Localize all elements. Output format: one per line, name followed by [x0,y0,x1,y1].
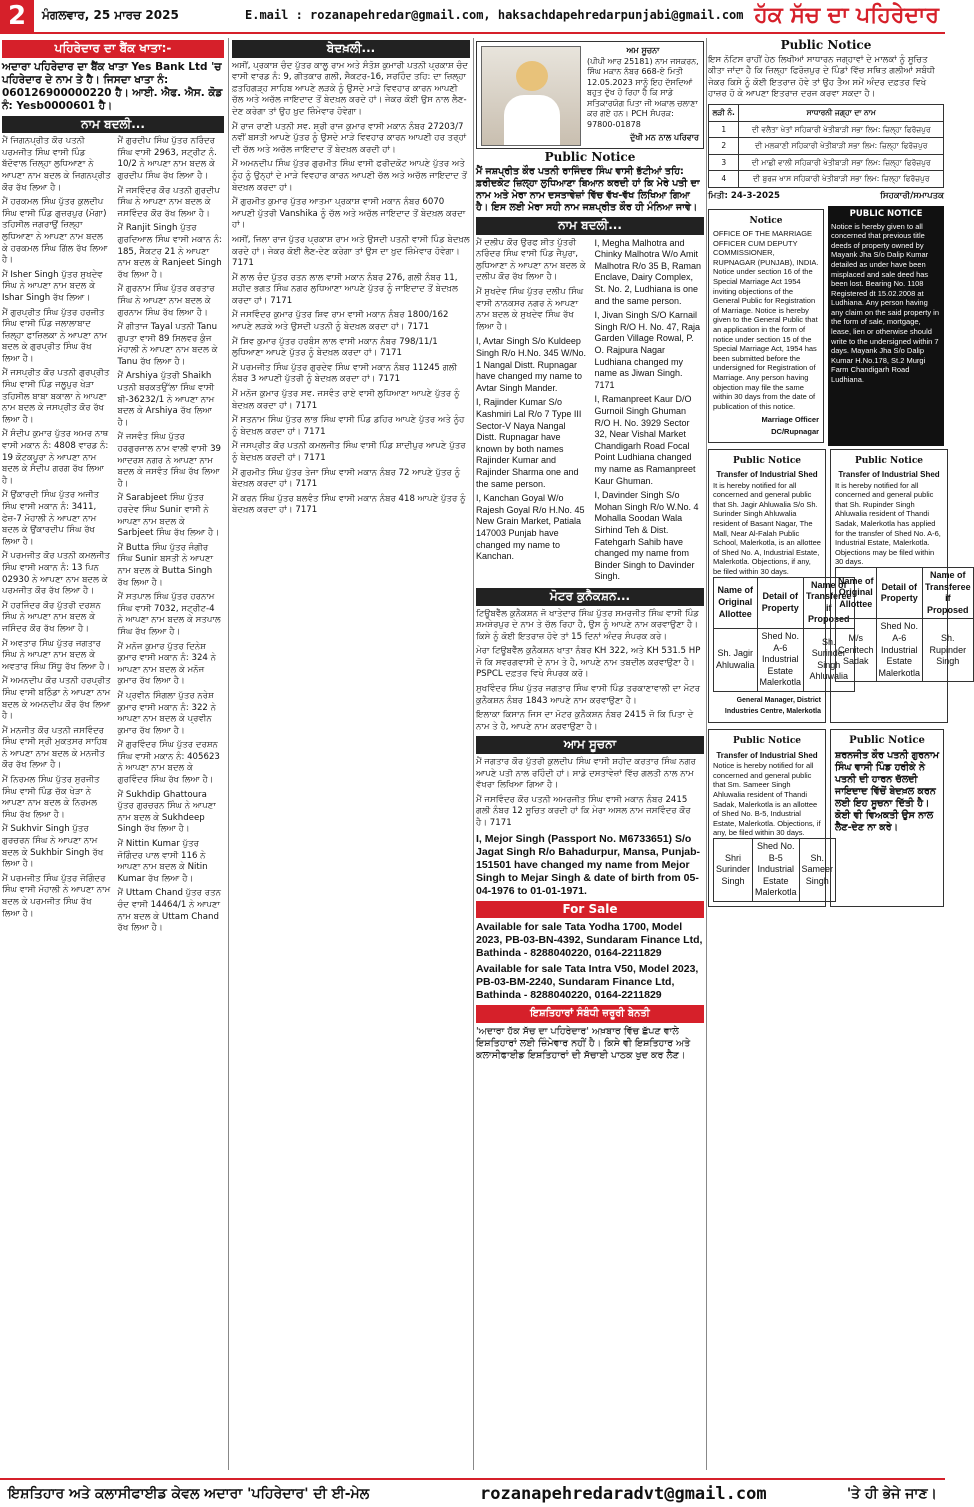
for-sale-title: For Sale [476,901,704,919]
table-cell: Sh. Surinder Singh Ahluwalia [804,628,855,691]
list-item: ਮੈਂ ਦਲੀਪ ਕੌਰ ਉਰਫ ਸ਼ੀਤ ਪੁੱਤਰੀ ਨਰਿੰਦਰ ਸਿੰਘ ਵਾਸੀ ਪਿੰਡ ਜੈਪੁਰਾ, ਲੁਧਿਆਣਾ ਨੇ ਆਪਣਾ ਨਾਮ ਬਦਲ ਕੇ ਦਲੀਪ ਕੌਰ ਰੱਖ ਲਿਆ ਹੈ। [476,237,586,283]
list-item: ਮੈਂ Nittin Kumar ਪੁੱਤਰ ਜੋਗਿੰਦਰ ਪਾਲ ਵਾਸੀ 116 ਨੇ ਆਪਣਾ ਨਾਮ ਬਦਲ ਕੇ Nitin Kumar ਰੱਖ ਲਿਆ ਹੈ। [117,839,208,884]
transfer-notice-title: Public Notice [732,736,802,747]
public-notice-title: Public Notice [544,149,636,164]
name-change-list-en [590,238,702,586]
public-notice-text: ਇਸ ਨੋਟਿਸ ਰਾਹੀਂ ਹੇਠ ਲਿਖੀਆਂ ਸਾਧਾਰਨ ਜਗ੍ਹਾਵਾਂ ਦੇ ਮਾਲਕਾਂ ਨੂੰ ਸੂਚਿਤ ਕੀਤਾ ਜਾਂਦਾ ਹੈ ਕਿ ਜ਼ਿਲ੍ਹਾ ਫਿਰੋਜ਼ਪੁਰ ਦੇ ਪਿੰਡਾਂ ਵਿੱਚ ਸਥਿਤ ਗਲੀਆਂ ਸਬੰਧੀ ਜੇਕਰ ਕਿਸੇ ਨੂੰ ਕੋਈ ਇਤਰਾਜ਼ ਹੋਵੇ ਤਾਂ ਉਹ ਤੈਅ ਸਮੇਂ ਅੰਦਰ ਦਫ਼ਤਰ ਵਿਖੇ ਹਾਜ਼ਰ ਹੋ ਕੇ ਆਪਣਾ ਇਤਰਾਜ਼ ਦਰਜ ਕਰਵਾ ਸਕਦਾ ਹੈ। [708,54,935,100]
list-item: ਮੈਂ ਮਨੋਜ ਕੁਮਾਰ ਪੁੱਤਰ ਸਵ. ਜਸਵੰਤ ਰਾਏ ਵਾਸੀ ਲੁਧਿਆਣਾ ਆਪਣੇ ਪੁੱਤਰ ਨੂੰ ਬੇਦਖ਼ਲ ਕਰਦਾ ਹਾਂ। 7171 [232,389,460,411]
list-item: ਮੈਂ ਪ੍ਰਵੀਨ ਸਿੰਗਲਾ ਪੁੱਤਰ ਨਰੇਸ਼ ਕੁਮਾਰ ਵਾਸੀ ਮਕਾਨ ਨੰ: 322 ਨੇ ਆਪਣਾ ਨਾਮ ਬਦਲ ਕੇ ਪ੍ਰਵੀਨ ਕੁਮਾਰ ਰੱਖ ਲਿਆ ਹੈ। [117,690,216,736]
table-cell: Sh. Rupinder Singh [923,619,974,682]
table-row [836,619,974,682]
sale-item: Available for sale Tata Yodha 1700, Model 2023, PB-03-BN-4392, Sundaram Finance Ltd, Bathinda - 8288040220, 0164-2211829 [476,921,703,960]
list-item: ਮੈਂ Sukhvir Singh ਪੁੱਤਰ ਗੁਰਚਰਨ ਸਿੰਘ ਨੇ ਆਪਣਾ ਨਾਮ ਬਦਲ ਕੇ Sukhbir Singh ਰੱਖ ਲਿਆ ਹੈ। [2,824,104,870]
list-item: ਮੈਂ ਗੁਰਪ੍ਰੀਤ ਸਿੰਘ ਪੁੱਤਰ ਹਰਜੀਤ ਸਿੰਘ ਵਾਸੀ ਪਿੰਡ ਜਲਾਲਾਬਾਦ ਜ਼ਿਲ੍ਹਾ ਫਾਜ਼ਿਲਕਾ ਨੇ ਆਪਣਾ ਨਾਮ ਬਦਲ ਕੇ ਗੁਰਪ੍ਰੀਤ ਸਿੰਘ ਰੱਖ ਲਿਆ ਹੈ। [2,307,108,364]
column-divider [473,38,474,1470]
list-item: ਮੈਂ ਗੁਰਮੀਤ ਸਿੰਘ ਪੁੱਤਰ ਤੇਜਾ ਸਿੰਘ ਵਾਸੀ ਮਕਾਨ ਨੰਬਰ 72 ਆਪਣੇ ਪੁੱਤਰ ਨੂੰ ਬੇਦਖ਼ਲ ਕਰਦਾ ਹਾਂ। 7171 [232,467,461,490]
list-item: ਮੈਂ ਸਤਨਾਮ ਸਿੰਘ ਪੁੱਤਰ ਲਾਭ ਸਿੰਘ ਵਾਸੀ ਪਿੰਡ ਡਹਿਰ ਆਪਣੇ ਪੁੱਤਰ ਅਤੇ ਨੂੰਹ ਨੂੰ ਬੇਦਖ਼ਲ ਕਰਦਾ ਹਾਂ। 7171 [232,415,465,437]
transfer-notices-row-2 [708,726,944,910]
name-change-list-pa [476,238,588,566]
list-item: ਮੈਂ ਪਰਮਜੀਤ ਸਿੰਘ ਪੁੱਤਰ ਜੋਗਿੰਦਰ ਸਿੰਘ ਵਾਸੀ ਮੋਹਾਲੀ ਨੇ ਆਪਣਾ ਨਾਮ ਬਦਲ ਕੇ ਪਰਮਜੀਤ ਸਿੰਘ ਰੱਖ ਲਿਆ ਹੈ। [2,873,111,919]
list-item: ਸੁਖਵਿੰਦਰ ਸਿੰਘ ਪੁੱਤਰ ਜਗਤਾਰ ਸਿੰਘ ਵਾਸੀ ਪਿੰਡ ਤਰਕਾਣਾਵਾਲੀ ਦਾ ਮੋਟਰ ਕੁਨੈਕਸ਼ਨ ਨੰਬਰ 1843 ਆਪਣੇ ਨਾਮ ਕਰਵਾਉਣਾ ਹੈ। [476,684,701,706]
list-item: ਮੈਂ ਜਗਤਾਰ ਕੌਰ ਪੁੱਤਰੀ ਕੁਲਦੀਪ ਸਿੰਘ ਵਾਸੀ ਸ਼ਹੀਦ ਕਰਤਾਰ ਸਿੰਘ ਨਗਰ ਆਪਣੇ ਪਤੀ ਨਾਲ ਰਹਿੰਦੀ ਹਾਂ। ਸਾਡੇ ਦਸਤਾਵੇਜ਼ਾਂ ਵਿੱਚ ਗਲਤੀ ਨਾਲ ਨਾਮ ਵੱਖਰਾ ਲਿਖਿਆ ਗਿਆ ਹੈ। [476,757,696,791]
table-header-row [836,567,974,618]
table-header: Name of Transferee if Proposed [923,567,974,618]
name-change-list-right [114,136,223,938]
list-item: ਮੈਂ ਜਸਵਿੰਦਰ ਕੌਰ ਪਤਨੀ ਅਮਰਜੀਤ ਸਿੰਘ ਵਾਸੀ ਮਕਾਨ ਨੰਬਰ 2415 ਗਲੀ ਨੰਬਰ 12 ਸੂਚਿਤ ਕਰਦੀ ਹਾਂ ਕਿ ਮੇਰਾ ਅਸਲ ਨਾਮ ਜਸਵਿੰਦਰ ਕੌਰ ਹੈ। 7171 [476,794,691,828]
marriage-notice-text: OFFICE OF THE MARRIAGE OFFICER CUM DEPUTY COMMISSIONER, RUPNAGAR (PUNJAB), INDIA. Notice under section 16 of the Special Marriage Act 1954 inviting objections of the General Public for Registration of Marriage. Notice is hereby given to the General Public that an application in the form of notice under section 15 of the Special Marriage Act, 1954 has been submitted before the undersigned for Registration of Marriage. Any person having objection may file the same within 30 days from the date of publication of this notice. [713,229,819,411]
table-cell: Sh. Jagir Ahluwalia [714,628,758,691]
black-public-notice [828,206,944,446]
general-notice-title: ਆਮ ਸੂਚਨਾ [476,736,704,754]
list-item: ਮੈਂ ਪਰਮਜੀਤ ਕੌਰ ਪਤਨੀ ਕਮਲਜੀਤ ਸਿੰਘ ਵਾਸੀ ਮਕਾਨ ਨੰ: 13 ਪਿਨ 02930 ਨੇ ਆਪਣਾ ਨਾਮ ਬਦਲ ਕੇ ਪਰਮਜੀਤ ਕੌਰ ਰੱਖ ਲਿਆ ਹੈ। [2,551,111,597]
list-item: ਮੈਂ ਜਿਗਨਪ੍ਰੀਤ ਕੌਰ ਪਤਨੀ ਪਰਮਜੀਤ ਸਿੰਘ ਵਾਸੀ ਪਿੰਡ ਬੱਦੋਵਾਲ ਜ਼ਿਲ੍ਹਾ ਲੁਧਿਆਣਾ ਨੇ ਆਪਣਾ ਨਾਮ ਬਦਲ ਕੇ ਜਿਗਨਪ੍ਰੀਤ ਕੌਰ ਰੱਖ ਲਿਆ ਹੈ। [2,136,111,193]
list-item: ਮੈਂ ਮਨੋਜ ਕੁਮਾਰ ਪੁੱਤਰ ਦਿਨੇਸ਼ ਕੁਮਾਰ ਵਾਸੀ ਮਕਾਨ ਨੰ: 324 ਨੇ ਆਪਣਾ ਨਾਮ ਬਦਲ ਕੇ ਮਨੋਜ ਕੁਮਾਰ ਰੱਖ ਲਿਆ ਹੈ। [117,641,216,687]
table-row [709,154,944,171]
issue-date: ਮੰਗਲਵਾਰ, 25 ਮਾਰਚ 2025 [42,8,179,22]
footer-suffix: 'ਤੇ ਹੀ ਭੇਜੇ ਜਾਣ। [846,1486,937,1502]
list-item: ਮੈਂ ਜਸਵਿੰਦਰ ਕੌਰ ਪਤਨੀ ਗੁਰਦੀਪ ਸਿੰਘ ਨੇ ਆਪਣਾ ਨਾਮ ਬਦਲ ਕੇ ਜਸਵਿੰਦਰ ਕੌਰ ਰੱਖ ਲਿਆ ਹੈ। [117,185,220,219]
transfer-notice-subtitle: Transfer of Industrial Shed [716,750,818,760]
marriage-notice-signature: Marriage Officer DC/Rupnagar [761,415,820,436]
list-item: ਮੈਂ ਗੁਰਨਾਮ ਸਿੰਘ ਪੁੱਤਰ ਕਰਤਾਰ ਸਿੰਘ ਨੇ ਆਪਣਾ ਨਾਮ ਬਦਲ ਕੇ ਗੁਰਨਾਮ ਸਿੰਘ ਰੱਖ ਲਿਆ ਹੈ। [117,284,215,318]
footer-text: ਇਸ਼ਤਿਹਾਰ ਅਤੇ ਕਲਾਸੀਫਾਈਡ ਕੇਵਲ ਅਦਾਰਾ 'ਪਹਿਰੇਦਾਰ' ਦੀ ਈ-ਮੇਲ [8,1486,370,1502]
list-item: ਮੈਂ ਕਰਨ ਸਿੰਘ ਪੁੱਤਰ ਬਲਵੰਤ ਸਿੰਘ ਵਾਸੀ ਮਕਾਨ ਨੰਬਰ 418 ਆਪਣੇ ਪੁੱਤਰ ਨੂੰ ਬੇਦਖ਼ਲ ਕਰਦਾ ਹਾਂ। 7171 [232,493,466,516]
transfer-notices-row [708,446,971,727]
list-item: ਮੈਂ ਗੁਰਮੀਤ ਕੁਮਾਰ ਪੁੱਤਰ ਆਤਮਾ ਪ੍ਰਕਾਸ਼ ਵਾਸੀ ਮਕਾਨ ਨੰਬਰ 6070 ਆਪਣੀ ਪੁੱਤਰੀ Vanshika ਨੂੰ ਚੱਲ ਅਤੇ ਅਚੱਲ ਜਾਇਦਾਦ ਤੋਂ ਬੇਦਖ਼ਲ ਕਰਦਾ ਹਾਂ। [232,197,466,231]
list-item: ਮੈਂ Butta ਸਿੰਘ ਪੁੱਤਰ ਜੰਗੀਰ ਸਿੰਘ Sunir ਬਸਤੀ ਨੇ ਆਪਣਾ ਨਾਮ ਬਦਲ ਕੇ Butta Singh ਰੱਖ ਲਿਆ ਹੈ। [117,542,214,588]
column-public-notices [708,38,971,1470]
list-item: ਅਸੀਂ, ਜਿਲਾ ਰਾਜ ਪੁੱਤਰ ਪ੍ਰਕਾਸ਼ ਰਾਮ ਅਤੇ ਉਸਦੀ ਪਤਨੀ ਵਾਸੀ ਪਿੰਡ ਬੇਦਖ਼ਲ ਕਰਦੇ ਹਾਂ। ਜੇਕਰ ਕੋਈ ਲੈਣ-ਦੇਣ ਕਰੇਗਾ ਤਾਂ ਉਸ ਦਾ ਖ਼ੁਦ ਜ਼ਿੰਮੇਵਾਰ ਹੋਵੇਗਾ। 7171 [232,234,470,269]
list-item: ਮੈਂ ਗੁਰਦੀਪ ਸਿੰਘ ਪੁੱਤਰ ਨਰਿੰਦਰ ਸਿੰਘ ਵਾਸੀ 2963, ਸਟ੍ਰੀਟ ਨੰ. 10/2 ਨੇ ਆਪਣਾ ਨਾਮ ਬਦਲ ਕੇ ਗੁਰਦੀਪ ਸਿੰਘ ਰੱਖ ਲਿਆ ਹੈ। [117,136,217,181]
obituary-notice [476,41,704,149]
public-notice-footer [708,191,944,203]
list-item: ਮੈਂ ਮਨਜੀਤ ਕੌਰ ਪਤਨੀ ਜਸਵਿੰਦਰ ਸਿੰਘ ਵਾਸੀ ਸ੍ਰੀ ਮੁਕਤਸਰ ਸਾਹਿਬ ਨੇ ਆਪਣਾ ਨਾਮ ਬਦਲ ਕੇ ਮਨਜੀਤ ਕੌਰ ਰੱਖ ਲਿਆ ਹੈ। [2,725,108,771]
column-divider [706,38,707,1470]
list-item: I, Megha Malhotra and Chinky Malhotra W/o Amit Malhotra R/o 35 B, Raman Enclave, Dairy Complex, St. No. 2, Ludhiana is one and the same person. [594,237,702,306]
transfer-notice [708,449,852,724]
list-item: ਮੈਂ ਸ਼ਿਵ ਕੁਮਾਰ ਪੁੱਤਰ ਹਰਬੰਸ ਲਾਲ ਵਾਸੀ ਮਕਾਨ ਨੰਬਰ 798/11/1 ਲੁਧਿਆਣਾ ਆਪਣੇ ਪੁੱਤਰ ਨੂੰ ਬੇਦਖ਼ਲ ਕਰਦਾ ਹਾਂ। 7171 [232,336,438,359]
table-cell: ਦੀ ਮਲਕਾਣੀ ਸਹਿਕਾਰੀ ਖੇਤੀਬਾੜੀ ਸਭਾ ਲਿਮ: ਜ਼ਿਲ੍ਹਾ ਫਿਰੋਜ਼ਪੁਰ [739,138,944,155]
table-cell: 1 [709,121,739,138]
list-item: I, Rajinder Kumar S/o Kashmiri Lal R/o 7 Type III Sector-V Naya Nangal Distt. Rupnagar have known by both names Rajinder Kumar and Rajinder Sharma one and the same person. [476,397,582,489]
punjabi-public-notice [830,729,944,907]
list-item: ਮੈਂ ਜਸਵਿੰਦਰ ਕੁਮਾਰ ਪੁੱਤਰ ਸ਼ਿਵ ਰਾਮ ਵਾਸੀ ਮਕਾਨ ਨੰਬਰ 1800/162 ਆਪਣੇ ਲੜਕੇ ਅਤੇ ਉਸਦੀ ਪਤਨੀ ਨੂੰ ਬੇਦਖ਼ਲ ਕਰਦਾ ਹਾਂ। 7171 [232,310,449,333]
table-header: ਸਾਧਾਰਨੀ ਜਗ੍ਹਾ ਦਾ ਨਾਮ [739,104,944,121]
transfer-notice-title: Public Notice [854,455,924,466]
table-row [709,121,944,138]
list-item: ਮੇਰਾ ਟਿਊਬਵੈੱਲ ਕੁਨੈਕਸ਼ਨ ਖਾਤਾ ਨੰਬਰ KH 322, ਅਤੇ KH 531.5 HP ਜੋ ਕਿ ਸਵਰਗਵਾਸੀ ਦੇ ਨਾਮ ਤੇ ਹੈ, ਆਪਣੇ ਨਾਮ ਤਬਦੀਲ ਕਰਵਾਉਣਾ ਹੈ। PSPCL ਦਫ਼ਤਰ ਵਿਖੇ ਸੰਪਰਕ ਕਰੋ। [476,646,701,680]
table-cell: Shed No. A-6 Industrial Estate Malerkotla [876,619,923,682]
list-item: ਟਿਊਬਵੈੱਲ ਕੁਨੈਕਸ਼ਨ ਜੋ ਖਾਤੇਦਾਰ ਸਿੰਘ ਪੁੱਤਰ ਸਮਰਜੀਤ ਸਿੰਘ ਵਾਸੀ ਪਿੰਡ ਸ਼ਮਸ਼ੇਰਪੁਰ ਦੇ ਨਾਮ ਤੇ ਚੱਲ ਰਿਹਾ ਹੈ, ਉਸ ਨੂੰ ਆਪਣੇ ਨਾਮ ਕਰਵਾਉਣਾ ਹੈ। ਕਿਸੇ ਨੂੰ ਕੋਈ ਇਤਰਾਜ਼ ਹੋਵੇ ਤਾਂ 15 ਦਿਨਾਂ ਅੰਦਰ ਸੰਪਰਕ ਕਰੇ। [476,608,699,642]
ad-disclaimer-text: 'ਅਦਾਰਾ ਹੱਕ ਸੱਚ ਦਾ ਪਹਿਰੇਦਾਰ' ਅਖ਼ਬਾਰ ਵਿੱਚ ਛੱਪਣ ਵਾਲੇ ਇਸ਼ਤਿਹਾਰਾਂ ਲਈ ਜ਼ਿੰਮੇਵਾਰ ਨਹੀਂ ਹੈ। ਕਿਸੇ ਵੀ ਇਸ਼ਤਿਹਾਰ ਅਤੇ ਕਲਾਸੀਫਾਈਡ ਇਸ਼ਤਿਹਾਰਾਂ ਦੀ ਸੱਚਾਈ ਪਾਠਕ ਖੁਦ ਕਰ ਲੈਣ। [476,1025,691,1061]
page-number: 2 [0,0,34,32]
motor-connection-title: ਮੋਟਰ ਕੁਨੈਕਸ਼ਨ... [476,588,704,606]
public-notice-table [708,104,944,188]
masthead-logo: ਹੱਕ ਸੱਚ ਦਾ ਪਹਿਰੇਦਾਰ [754,2,939,28]
list-item: ਮੈਂ ਉਂਕਾਰਦੀ ਸਿੰਘ ਪੁੱਤਰ ਅਜੀਤ ਸਿੰਘ ਵਾਸੀ ਮਕਾਨ ਨੰ: 3411, ਫੇਜ਼-7 ਮੋਹਾਲੀ ਨੇ ਆਪਣਾ ਨਾਮ ਬਦਲ ਕੇ ਉਂਕਾਰਦੀਪ ਸਿੰਘ ਰੱਖ ਲਿਆ ਹੈ। [2,490,100,547]
transfer-notice-subtitle: Transfer of Industrial Shed [838,470,940,479]
footer-email[interactable]: rozanapehredaradvt@gmail.com [480,1484,767,1504]
marriage-notice-title: Notice [749,215,783,226]
table-cell: Shri Surinder Singh [714,838,753,901]
table-header-row [709,104,944,121]
table-header: Name of Original Allottee [714,577,758,628]
column-notices [476,38,704,1470]
list-item: I, Avtar Singh S/o Kuldeep Singh R/o H.No. 345 W/No. 1 Nangal Distt. Rupnagar have changed my name to Avtar Singh Mander. [476,336,587,393]
table-row [714,838,836,901]
list-item: ਮੈਂ Ranjit Singh ਪੁੱਤਰ ਗੁਰਦਿਆਲ ਸਿੰਘ ਵਾਸੀ ਮਕਾਨ ਨੰ: 185, ਸੈਕਟਰ 21 ਨੇ ਆਪਣਾ ਨਾਮ ਬਦਲ ਕੇ Ranjeet Singh ਰੱਖ ਲਿਆ ਹੈ। [117,223,222,280]
list-item: ਮੈਂ ਗੀਤਾਜ Tayal ਪਤਨੀ Tanu ਗੁਪਤਾ ਵਾਸੀ 89 ਸਿਲਵਰ ਕੁੰਜ ਮੋਹਾਲੀ ਨੇ ਆਪਣਾ ਨਾਮ ਬਦਲ ਕੇ Tanu ਰੱਖ ਲਿਆ ਹੈ। [117,322,218,367]
list-item: ਮੈਂ ਸਤਪਾਲ ਸਿੰਘ ਪੁੱਤਰ ਹਰਨਾਮ ਸਿੰਘ ਵਾਸੀ 7032, ਸਟ੍ਰੀਟ-4 ਨੇ ਆਪਣਾ ਨਾਮ ਬਦਲ ਕੇ ਸਤਪਾਲ ਸਿੰਘ ਰੱਖ ਲਿਆ ਹੈ। [117,592,221,637]
header-email[interactable]: E.mail : rozanapehredar@gmail.com, haksachdapehredarpunjabi@gmail.com [245,8,744,22]
column-divider [228,38,229,1470]
list-item: I, Mejor Singh (Passport No. M6733651) S/o Jagat Singh R/o Bahadurpur, Mansa, Punjab-151501 have changed my name from Mejor Singh to Mejar Singh & date of birth from 05-04-1976 to 01-01-1971. [476,832,701,897]
public-notice-title: Public Notice [780,38,872,52]
transfer-notice-signature: General Manager, District Industries Centre, Malerkotla [724,696,821,716]
list-item: ਮੈਂ ਸੰਦੀਪ ਕੁਮਾਰ ਪੁੱਤਰ ਅਮਰ ਨਾਥ ਵਾਸੀ ਮਕਾਨ ਨੰ: 4808 ਵਾਰਡ ਨੰ: 19 ਕੋਟਕਪੂਰਾ ਨੇ ਆਪਣਾ ਨਾਮ ਬਦਲ ਕੇ ਸੰਦੀਪ ਗਰਗ ਰੱਖ ਲਿਆ ਹੈ। [2,429,109,486]
name-change-title: ਨਾਮ ਬਦਲੀ... [2,116,224,134]
name-change-list-left [2,136,111,923]
list-item: I, Kanchan Goyal W/o Rajesh Goyal R/o H.No. 45 New Grain Market, Patiala 147003 Punjab have changed my name to Kanchan. [476,493,585,562]
list-item: ਮੈਂ ਹਰਕਮਲ ਸਿੰਘ ਪੁੱਤਰ ਕੁਲਦੀਪ ਸਿੰਘ ਵਾਸੀ ਪਿੰਡ ਗੁਜ਼ਰਪੁਰ (ਮੋਗਾ) ਤਹਿਸੀਲ ਜਗਰਾਉਂ ਜ਼ਿਲ੍ਹਾ ਲੁਧਿਆਣਾ ਨੇ ਆਪਣਾ ਨਾਮ ਬਦਲ ਕੇ ਹਰਕਮਲ ਸਿੰਘ ਗਿੱਲ ਰੱਖ ਲਿਆ ਹੈ। [2,197,108,266]
table-header: Detail of Property [757,577,804,628]
column-disinheritance [232,38,470,1470]
transfer-notice-title: Public Notice [732,455,802,466]
table-cell: 4 [709,171,739,188]
table-cell: ਦੀ ਵਲੈਤਾ ਖੇਤਾਂ ਸਹਿਕਾਰੀ ਖੇਤੀਬਾੜੀ ਸਭਾ ਲਿਮ: ਜ਼ਿਲ੍ਹਾ ਫਿਰੋਜ਼ਪੁਰ [739,121,944,138]
obituary-heading: ਅਮ ਸੂਚਨਾ [626,46,660,55]
list-item: ਮੈਂ ਅਮਨਦੀਪ ਸਿੰਘ ਪੁੱਤਰ ਗੁਰਮੀਤ ਸਿੰਘ ਵਾਸੀ ਫਰੀਦਕੋਟ ਆਪਣੇ ਪੁੱਤਰ ਅਤੇ ਨੂੰਹ ਨੂੰ ਉਨ੍ਹਾਂ ਦੇ ਮਾੜੇ ਵਿਵਹਾਰ ਕਾਰਨ ਆਪਣੀ ਚੱਲ ਅਤੇ ਅਚੱਲ ਜਾਇਦਾਦ ਤੋਂ ਬੇਦਖ਼ਲ ਕਰਦਾ ਹਾਂ। [232,159,467,193]
list-item: ਮੈਂ Arshiya ਪੁੱਤਰੀ Shaikh ਪਤਨੀ ਬਰਕਤਉੱਲਾ ਸਿੰਘ ਵਾਸੀ ਬੀ-36232/1 ਨੇ ਆਪਣਾ ਨਾਮ ਬਦਲ ਕੇ Arshiya ਰੱਖ ਲਿਆ ਹੈ। [117,371,215,428]
name-change-title-2: ਨਾਮ ਬਦਲੀ... [476,217,704,235]
list-item: ਅਸੀਂ, ਪ੍ਰਕਾਸ਼ ਚੰਦ ਪੁੱਤਰ ਕਾਲੂ ਰਾਮ ਅਤੇ ਸੰਤੋਸ਼ ਕੁਮਾਰੀ ਪਤਨੀ ਪ੍ਰਕਾਸ਼ ਚੰਦ ਵਾਸੀ ਵਾਰਡ ਨੰ: 9, ਗੀਤਕਾਰ ਗਲੀ, ਸੈਕਟਰ-16, ਸਰਹਿੰਦ ਤਹਿ: ਦਾ ਜ਼ਿਲ੍ਹਾ ਫ਼ਤਹਿਗੜ੍ਹ ਸਾਹਿਬ ਆਪਣੇ ਲੜਕੇ ਨੂੰ ਉਸਦੇ ਮਾੜੇ ਵਿਵਹਾਰ ਕਾਰਨ ਆਪਣੀ ਚੱਲ ਅਤੇ ਅਚੱਲ ਜਾਇਦਾਦ ਤੋਂ ਬੇਦਖ਼ਲ ਕਰਦੇ ਹਾਂ। ਜੇਕਰ ਕੋਈ ਉਸ ਨਾਲ ਲੈਣ-ਦੇਣ ਕਰੇਗਾ ਤਾਂ ਉਹ ਖ਼ੁਦ ਜ਼ਿੰਮੇਵਾਰ ਹੋਵੇਗਾ। [232,60,468,117]
list-item: ਮੈਂ ਅਮਨਦੀਪ ਕੌਰ ਪਤਨੀ ਹਰਪ੍ਰੀਤ ਸਿੰਘ ਵਾਸੀ ਬਠਿੰਡਾ ਨੇ ਆਪਣਾ ਨਾਮ ਬਦਲ ਕੇ ਅਮਨਦੀਪ ਕੌਰ ਰੱਖ ਲਿਆ ਹੈ। [2,676,111,722]
table-header: ਲੜੀ ਨੰ. [709,104,739,121]
list-item: ਮੈਂ Isher Singh ਪੁੱਤਰ ਸੁਖਦੇਵ ਸਿੰਘ ਨੇ ਆਪਣਾ ਨਾਮ ਬਦਲ ਕੇ Ishar Singh ਰੱਖ ਲਿਆ। [2,269,103,303]
transfer-notice [830,449,971,724]
notice-signature: ਸਿਹਕਾਰੀ/ਸਮਾਪਤਕ [880,190,944,201]
transfer-notice-subtitle: Transfer of Industrial Shed [716,470,818,479]
list-item: I, Jivan Singh S/O Karnail Singh R/O H. No. 47, Raja Garden Village Rowal, P. O. Rajpura Nagar Ludhiana changed my name as Jiwan Singh. 7171 [594,310,701,390]
disinheritance-title: ਬੇਦਖ਼ਲੀ... [232,40,470,58]
page-header [0,0,945,34]
table-cell: M/s Cenitech Sadak [836,619,877,682]
table-cell: Sh. Sameer Singh [799,838,836,901]
list-item: ਮੈਂ ਜਸਪ੍ਰੀਤ ਕੌਰ ਪਤਨੀ ਕਮਲਜੀਤ ਸਿੰਘ ਵਾਸੀ ਪਿੰਡ ਸ਼ਾਦੀਪੁਰ ਆਪਣੇ ਪੁੱਤਰ ਨੂੰ ਬੇਦਖ਼ਲ ਕਰਦੀ ਹਾਂ। 7171 [232,441,466,463]
ad-disclaimer-title: ਇਸ਼ਤਿਹਾਰਾਂ ਸੰਬੰਧੀ ਜ਼ਰੂਰੀ ਬੇਨਤੀ [476,1005,704,1023]
page-footer [0,1478,945,1507]
table-row [709,138,944,155]
table-header: Name of Transferee if Proposed [804,577,855,628]
list-item: ਮੈਂ ਰਾਜ ਰਾਣੀ ਪਤਨੀ ਸਵ. ਸ਼੍ਰੀ ਰਾਜ ਕੁਮਾਰ ਵਾਸੀ ਮਕਾਨ ਨੰਬਰ 27203/7 ਨਵੀਂ ਬਸਤੀ ਆਪਣੇ ਪੁੱਤਰ ਨੂੰ ਉਸਦੇ ਮਾੜੇ ਵਿਵਹਾਰ ਕਾਰਨ ਆਪਣੀ ਹਰ ਤਰ੍ਹਾਂ ਦੀ ਚੱਲ ਅਤੇ ਅਚੱਲ ਜਾਇਦਾਦ ਤੋਂ ਬੇਦਖ਼ਲ ਕਰਦੀ ਹਾਂ। [232,121,467,155]
list-item: I, Davinder Singh S/o Mohan Singh R/o W.No. 4 Mohalla Soodan Wala Sirhind Teh & Dist. Fatehgarh Sahib have changed my name from Binder Singh to Davinder Singh. [594,490,699,582]
list-item: ਮੈਂ ਜਸਵੰਤ ਸਿੰਘ ਪੁੱਤਰ ਹਰਗੁਰਜਾਲ ਨਾਮ ਵਾਲੀ ਵਾਸੀ 39 ਆਦਰਸ਼ ਨਗਰ ਨੇ ਆਪਣਾ ਨਾਮ ਬਦਲ ਕੇ ਜਸਵੰਤ ਸਿੰਘ ਰੱਖ ਲਿਆ ਹੈ। [117,432,222,489]
transfer-notice-text: It is hereby notified for all concerned and general public that Sh. Rupinder Singh Ahluwalia resident of Thandi Sadak, Malerkotla has applied for the transfer of Shed No. A-6, Industrial Estate, Malerkotla. Objections may be filed within 30 days. [835,480,941,567]
list-item: ਮੈਂ ਅਵਤਾਰ ਸਿੰਘ ਪੁੱਤਰ ਜਗਤਾਰ ਸਿੰਘ ਨੇ ਆਪਣਾ ਨਾਮ ਬਦਲ ਕੇ ਅਵਤਾਰ ਸਿੰਘ ਸਿੱਧੂ ਰੱਖ ਲਿਆ ਹੈ। [2,638,111,672]
table-cell: ਦੀ ਮਾਛੀ ਵਾਲੀ ਸਹਿਕਾਰੀ ਖੇਤੀਬਾੜੀ ਸਭਾ ਲਿਮ: ਜ਼ਿਲ੍ਹਾ ਫਿਰੋਜ਼ਪੁਰ [739,154,944,171]
black-notice-title: PUBLIC NOTICE [849,208,923,219]
transfer-notice-text: It is hereby notified for all concerned and general public that Sh. Jagir Ahluwalia S/o Sh. Surinder Singh Ahluwalia resident of Basant Nagar, The Mall, Near Al-Falah Public School, Malerkotla, is an allottee of Shed No. A, Industrial Estate, Malerkotla. Objections, if any, be filed within 30 days. [713,480,821,576]
list-item: ਮੈਂ ਪਰਮਜੀਤ ਸਿੰਘ ਪੁੱਤਰ ਗੁਰਦੇਵ ਸਿੰਘ ਵਾਸੀ ਮਕਾਨ ਨੰਬਰ 11245 ਗਲੀ ਨੰਬਰ 3 ਆਪਣੀ ਪੁੱਤਰੀ ਨੂੰ ਬੇਦਖ਼ਲ ਕਰਦਾ ਹਾਂ। 7171 [232,362,457,385]
punjabi-notice-title: Public Notice [849,735,925,747]
list-item: ਮੈਂ ਜਸਪ੍ਰੀਤ ਕੌਰ ਪਤਨੀ ਗੁਰਪ੍ਰੀਤ ਸਿੰਘ ਵਾਸੀ ਪਿੰਡ ਜਲੂਪੁਰ ਖੇੜਾ ਤਹਿਸੀਲ ਬਾਬਾ ਬਕਾਲਾ ਨੇ ਆਪਣਾ ਨਾਮ ਬਦਲ ਕੇ ਜਸਪ੍ਰੀਤ ਕੌਰ ਰੱਖ ਲਿਆ ਹੈ। [2,368,110,425]
transfer-notice [708,729,834,907]
table-cell: Shed No. B-5 Industrial Estate Malerkotla [753,838,800,901]
notices-row [708,206,944,446]
marriage-notice [708,209,824,443]
portrait-photo [481,46,581,146]
sale-item: Available for sale Tata Intra V50, Model 2023, PB-03-BM-2240, Sundaram Finance Ltd, Bathinda - 8288040220, 0164-2211829 [476,963,699,1002]
black-notice-text: Notice is hereby given to all concerned that previous title deeds of property owned by Mayank Jha S/o Dalip Kumar detailed as under have been misplaced and sale deed has been lost. Bearing No. 1108 Registered dt 15.02.2008 at Ludhiana. Any person having any claim on the said property in the form of sale, mortgage, lease, lien or otherwise should write to the undersigned within 7 days. Mayank Jha S/o Dalip Kumar H.No.178, St.2 Murgi Farm Chandigarh Road Ludhiana. [831,221,940,385]
table-cell: Shed No. A-6 Industrial Estate Malerkotla [757,628,804,691]
table-row [709,171,944,188]
notice-date: ਮਿਤੀ: 24-3-2025 [708,190,780,201]
table-header: Name of Original Allottee [836,567,877,618]
list-item: ਮੈਂ Sarabjeet ਸਿੰਘ ਪੁੱਤਰ ਹਰਦੇਵ ਸਿੰਘ Sunir ਵਾਸੀ ਨੇ ਆਪਣਾ ਨਾਮ ਬਦਲ ਕੇ Sarbjeet ਸਿੰਘ ਰੱਖ ਲਿਆ ਹੈ। [117,493,220,539]
list-item: I, Ramanpreet Kaur D/O Gurnoil Singh Ghuman R/O H. No. 3929 Sector 32, Near Vishal Market Chandigarh Road Focal Point Ludhiana changed my name as Ramanpreet Kaur Ghuman. [594,394,696,486]
public-notice-text: ਮੈਂ ਜਸ਼ਪ੍ਰੀਤ ਕੌਰ ਪਤਨੀ ਰਾਜਿੰਦਰ ਸਿੰਘ ਵਾਸੀ ਭੱਟੀਆਂ ਤਹਿ: ਫ਼ਰੀਦਕੋਟ ਜ਼ਿਲ੍ਹਾ ਲੁਧਿਆਣਾ ਬਿਆਨ ਕਰਦੀ ਹਾਂ ਕਿ ਮੇਰੇ ਪਤੀ ਦਾ ਨਾਮ ਅਤੇ ਮੇਰਾ ਨਾਮ ਦਸਤਾਵੇਜ਼ਾਂ ਵਿੱਚ ਵੱਖ-ਵੱਖ ਲਿਖਿਆ ਗਿਆ ਹੈ। ਇਸ ਲਈ ਮੇਰਾ ਸਹੀ ਨਾਮ ਜਸ਼ਪ੍ਰੀਤ ਕੌਰ ਹੀ ਮੰਨਿਆ ਜਾਵੇ। [476,166,700,214]
table-cell: 3 [709,154,739,171]
list-item: ਮੈਂ ਹਰਜਿੰਦਰ ਕੌਰ ਪੁੱਤਰੀ ਦਰਸ਼ਨ ਸਿੰਘ ਨੇ ਆਪਣਾ ਨਾਮ ਬਦਲ ਕੇ ਜਸਿੰਦਰ ਕੌਰ ਰੱਖ ਲਿਆ ਹੈ। [2,600,101,634]
punjabi-notice-text: ਸ਼ਰਨਜੀਤ ਕੌਰ ਪਤਨੀ ਗੁਰਨਾਮ ਸਿੰਘ ਵਾਸੀ ਪਿੰਡ ਹਰੀਕੇ ਨੇ ਪਤਨੀ ਦੀ ਹਾਰਨ ਚੱਲਦੀ ਜਾਇਦਾਦ ਵਿੱਚੋਂ ਬੇਦਖ਼ਲ ਕਰਨ ਲਈ ਇਹ ਸੂਚਨਾ ਦਿੱਤੀ ਹੈ। ਕੋਈ ਵੀ ਵਿਅਕਤੀ ਉਸ ਨਾਲ ਲੈਣ-ਦੇਣ ਨਾ ਕਰੇ। [835,749,940,833]
transfer-table [835,567,974,682]
transfer-notice-text: Notice is hereby notified for all concerned and general public that Sm. Sameer Singh Ahluwalia resident of Thandi Sadak, Malerkotla is an allottee of Shed No. B-5, Industrial Estate, Malerkotla. Objections, if any, be filed within 30 days. [713,761,821,838]
bank-title: ਪਹਿਰੇਦਾਰ ਦਾ ਬੈਂਕ ਖਾਤਾ:- [2,40,224,58]
transfer-table [713,838,836,902]
table-header: Detail of Property [876,567,923,618]
list-item: ਮੈਂ ਲਾਲ ਚੰਦ ਪੁੱਤਰ ਰਤਨ ਲਾਲ ਵਾਸੀ ਮਕਾਨ ਨੰਬਰ 276, ਗਲੀ ਨੰਬਰ 11, ਸ਼ਹੀਦ ਭਗਤ ਸਿੰਘ ਨਗਰ ਲੁਧਿਆਣਾ ਆਪਣੇ ਪੁੱਤਰ ਨੂੰ ਜਾਇਦਾਦ ਤੋਂ ਬੇਦਖ਼ਲ ਕਰਦਾ ਹਾਂ। 7171 [232,272,458,306]
list-item: ਮੈਂ ਸੁਖਦੇਵ ਸਿੰਘ ਪੁੱਤਰ ਦਲੀਪ ਸਿੰਘ ਵਾਸੀ ਨਾਨਕਸਰ ਨਗਰ ਨੇ ਆਪਣਾ ਨਾਮ ਬਦਲ ਕੇ ਸੁਖਦੇਵ ਸਿੰਘ ਰੱਖ ਲਿਆ ਹੈ। [476,287,584,332]
obituary-text: (ਪੀਪੀ ਆਰ 25181) ਨਾਮ ਜਸਕਰਨ, ਸਿੰਘ ਮਕਾਨ ਨੰਬਰ 668-ਏ ਮਿਤੀ 12.05.2023 ਸਾਨੂੰ ਇਹ ਦੱਸਦਿਆਂ ਬਹੁਤ ਦੁੱਖ ਹੋ ਰਿਹਾ ਹੈ ਕਿ ਸਾਡੇ ਸਤਿਕਾਰਯੋਗ ਪਿਤਾ ਜੀ ਅਕਾਲ ਚਲਾਣਾ ਕਰ ਗਏ ਹਨ। PCH ਸੰਪਰਕ: 97800-01878 [587,56,699,129]
bank-text: ਅਦਾਰਾ ਪਹਿਰੇਦਾਰ ਦਾ ਬੈਂਕ ਖਾਤਾ Yes Bank Ltd 'ਚ ਪਹਿਰੇਦਾਰ ਦੇ ਨਾਮ ਤੇ ਹੈ। ਜਿਸਦਾ ਖਾਤਾ ਨੰ: 060126900000220 ਹੈ। ਆਈ. ਐਫ. ਐਸ. ਕੋਡ ਨੰ: Yesb0000601 ਹੈ। [2,60,223,112]
list-item: ਮੈਂ Sukhdip Ghattoura ਪੁੱਤਰ ਗੁਰਚਰਨ ਸਿੰਘ ਨੇ ਆਪਣਾ ਨਾਮ ਬਦਲ ਕੇ Sukhdeep Singh ਰੱਖ ਲਿਆ ਹੈ। [117,789,216,835]
list-item: ਮੈਂ ਨਿਰਮਲ ਸਿੰਘ ਪੁੱਤਰ ਸੁਰਜੀਤ ਸਿੰਘ ਵਾਸੀ ਪਿੰਡ ਚੱਕ ਖੇੜਾ ਨੇ ਆਪਣਾ ਨਾਮ ਬਦਲ ਕੇ ਨਿਰਮਲ ਸਿੰਘ ਰੱਖ ਲਿਆ ਹੈ। [2,775,100,820]
table-cell: ਦੀ ਬੁਰਜ ਖਾਸ ਸਹਿਕਾਰੀ ਖੇਤੀਬਾੜੀ ਸਭਾ ਲਿਮ: ਜ਼ਿਲ੍ਹਾ ਫਿਰੋਜ਼ਪੁਰ [739,171,944,188]
list-item: ਮੈਂ ਗੁਰਵਿੰਦਰ ਸਿੰਘ ਪੁੱਤਰ ਦਰਸ਼ਨ ਸਿੰਘ ਵਾਸੀ ਮਕਾਨ ਨੰ: 405623 ਨੇ ਆਪਣਾ ਨਾਮ ਬਦਲ ਕੇ ਗੁਰਵਿੰਦਰ ਸਿੰਘ ਰੱਖ ਲਿਆ ਹੈ। [117,740,220,786]
list-item: ਇਲਾਕਾ ਕਿਸਾਨ ਜਿਸ ਦਾ ਮੋਟਰ ਕੁਨੈਕਸ਼ਨ ਨੰਬਰ 2415 ਜੋ ਕਿ ਪਿਤਾ ਦੇ ਨਾਮ ਤੇ ਹੈ, ਆਪਣੇ ਨਾਮ ਕਰਵਾਉਣਾ ਹੈ। [476,710,694,732]
list-item: ਮੈਂ Uttam Chand ਪੁੱਤਰ ਰਤਨ ਚੰਦ ਵਾਸੀ 14464/1 ਨੇ ਆਪਣਾ ਨਾਮ ਬਦਲ ਕੇ Uttam Chand ਰੱਖ ਲਿਆ ਹੈ। [117,888,221,934]
table-cell: 2 [709,138,739,155]
obituary-signature: ਦੁੱਖੀ ਮਨ ਨਾਲ ਪਰਿਵਾਰ [629,133,699,142]
column-name-change [2,38,224,1470]
